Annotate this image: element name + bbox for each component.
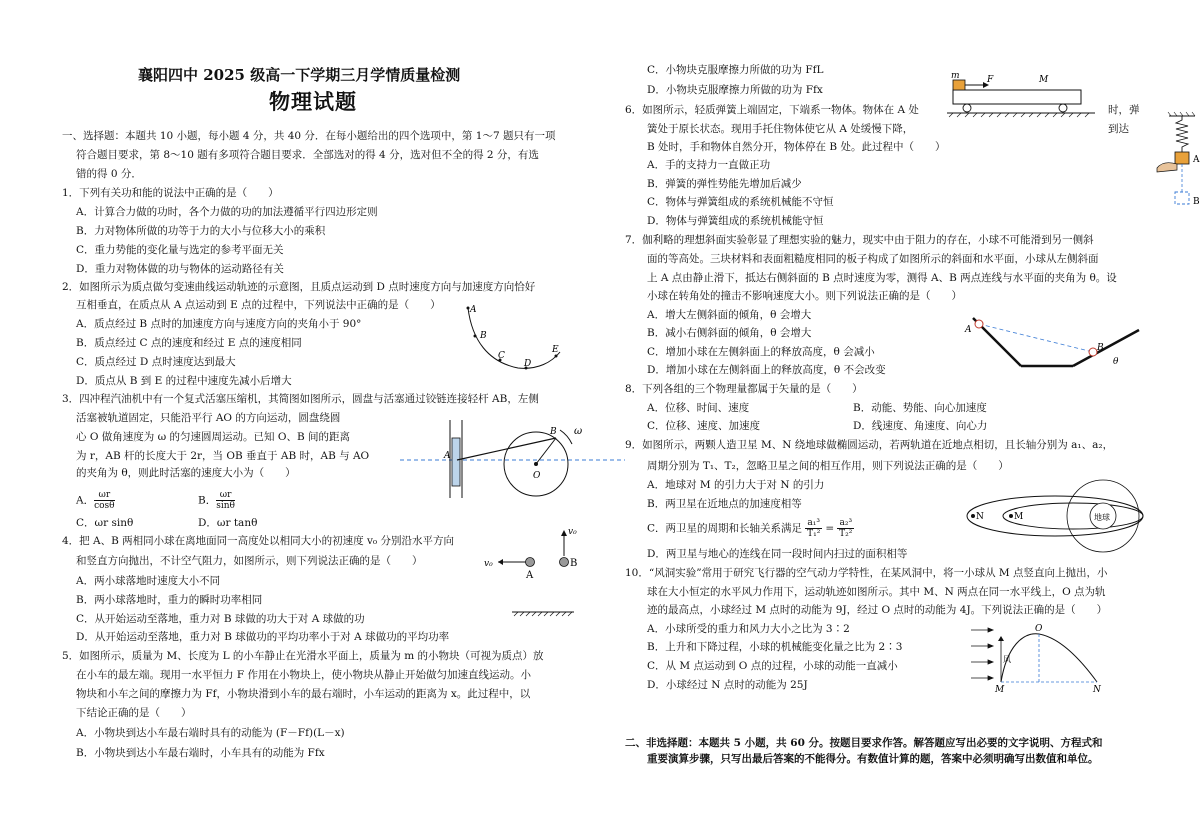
q5-mass-bigm-label: M: [1039, 75, 1049, 85]
q2-option-d: D．质点从 B 到 E 的过程中速度先减小后增大: [76, 375, 292, 387]
q6-option-d: D．物体与弹簧组成的系统机械能守恒: [647, 215, 824, 227]
section2-line2: 重要演算步骤，只写出最后答案的不能得分。有数值计算的题，答案中必须明确写出数值和单位。: [647, 753, 1099, 765]
q6-stem-line2-tail: 到达: [1108, 123, 1129, 135]
q10-option-a: A．小球所受的重力和风力大小之比为 3∶2: [647, 623, 850, 635]
q9-option-a: A．地球对 M 的引力大于对 N 的引力: [647, 479, 825, 491]
q5-force-f-label: F: [987, 75, 994, 85]
q5-stem-line4: 下结论正确的是（ ）: [76, 707, 192, 719]
q9-orbit-figure: [963, 476, 1148, 558]
q5-option-c: C．小物块克服摩擦力所做的功为 FfL: [647, 64, 824, 76]
q9-stem-line1: 9．如图所示，两颗人造卫星 M、N 绕地球做椭圆运动，若两轨道在近地点相切，且长轴分别为 a₁、a₂，: [625, 439, 1114, 451]
q4-v0-horizontal-label: v₀: [484, 559, 493, 569]
q5-option-a: A．小物块到达小车最右端时具有的动能为 (F－Ff)(L－x): [76, 727, 345, 739]
q4-stem-line2: 和竖直方向抛出，不计空气阻力，如图所示，则下列说法正确的是（ ）: [76, 555, 423, 567]
section1-line2: 符合题目要求，第 8～10 题有多项符合题目要求．全部选对的得 4 分，选对但不全的得 2 分，有选: [76, 149, 539, 161]
q5-stem-line1: 5．如图所示，质量为 M、长度为 L 的小车静止在光滑水平面上，质量为 m 的小物块（可视为质点）放: [62, 650, 544, 662]
q1-option-a: A．计算合力做的功时，各个力做的功的加法遵循平行四边形定则: [76, 206, 378, 218]
q9-option-d: D．两卫星与地心的连线在同一段时间内扫过的面积相等: [647, 548, 908, 560]
q5-cart-figure: [947, 71, 1097, 123]
q2-point-a-label: A: [470, 305, 477, 315]
q4-stem-line1: 4．把 A、B 两相同小球在离地面同一高度处以相同大小的初速度 v₀ 分别沿水平方向: [62, 535, 454, 547]
q10-wind-tunnel-figure: [971, 622, 1121, 694]
q6-stem-line2: 簧处于原长状态。现用手托住物体使它从 A 处缓慢下降，: [647, 123, 914, 135]
q1-option-b: B．力对物体所做的功等于力的大小与位移大小的乘积: [76, 225, 326, 237]
q3-option-b: B． $\frac{\omega r}{\sin\theta}$: [198, 490, 235, 511]
q6-position-a-label: A: [1193, 155, 1200, 165]
q4-option-b: B．两小球落地时，重力的瞬时功率相同: [76, 594, 263, 606]
q10-option-c: C．从 M 点运动到 O 点的过程，小球的动能一直减小: [647, 660, 898, 672]
q4-ball-b-label: B: [570, 558, 578, 569]
q7-option-a: A．增大左侧斜面的倾角，θ 会增大: [647, 309, 812, 321]
q1-stem: 1．下列有关功和能的说法中正确的是（ ）: [62, 187, 279, 199]
q5-mass-m-label: m: [951, 71, 960, 81]
q1-option-d: D．重力对物体做的功与物体的运动路径有关: [76, 263, 284, 275]
q3-point-b-label: B: [550, 427, 557, 437]
section2-line1: 二、非选择题：本题共 5 小题，共 60 分。按题目要求作答。解答题应写出必要的文字说明、方程式和: [625, 737, 1103, 749]
q5-option-d: D．小物块克服摩擦力所做的功为 Ffx: [647, 84, 823, 96]
q2-point-e-label: E: [552, 345, 559, 355]
q7-stem-line3: 上 A 点由静止滑下，抵达右侧斜面的 B 点时速度为零，测得 A、B 两点连线与水平面的夹角为 θ。设: [647, 272, 1117, 284]
q9-stem-line2: 周期分别为 T₁、T₂，忽略卫星之间的相互作用，则下列说法正确的是（ ）: [647, 460, 1009, 472]
q7-stem-line2: 面的等高处。三块材料和表面粗糙度相同的板子构成了如图所示的斜面和水平面，小球从左侧斜面: [647, 253, 1099, 265]
q8-stem: 8．下列各组的三个物理量都属于矢量的是（ ）: [625, 383, 863, 395]
q10-point-m-label: M: [995, 685, 1005, 695]
q6-spring-figure: [1143, 112, 1200, 214]
q6-position-b-label: B: [1193, 197, 1200, 207]
q3-stem-line3: 心 O 做角速度为 ω 的匀速圆周运动。已知 O、B 间的距离: [76, 431, 351, 443]
q2-option-a: A．质点经过 B 点时的加速度方向与速度方向的夹角小于 90°: [76, 318, 362, 330]
q9-satellite-n-label: N: [976, 512, 984, 522]
q9-option-b: B．两卫星在近地点的加速度相等: [647, 498, 802, 510]
q7-point-b-label: B: [1097, 343, 1104, 353]
q2-trajectory-figure: [460, 300, 570, 380]
q6-stem-line1: 6．如图所示，轻质弹簧上端固定，下端系一物体。物体在 A 处: [625, 104, 919, 116]
q3-omega-label: ω: [574, 426, 583, 437]
q5-stem-line2: 在小车的最左端。现用一水平恒力 F 作用在小物块上，使小物块从静止开始做匀加速直线运动。小: [76, 669, 531, 681]
q10-stem-line3: 迹的最高点，小球经过 M 点时的动能为 9J，经过 O 点时的动能为 4J。下列说法正确的是（ ）: [647, 604, 1108, 616]
q7-point-a-label: A: [965, 325, 972, 335]
q10-wind-label: 风: [1003, 655, 1011, 664]
q4-v0-vertical-label: v₀: [568, 527, 577, 537]
q8-option-b: B．动能、势能、向心加速度: [853, 402, 987, 414]
q2-point-d-label: D: [524, 359, 532, 369]
q9-option-c: C．两卫星的周期和长轴关系满足 $\frac{\text{a₁³}}{\text{T₁²}}$ = $\frac{\text{a₂³}}{\text{T₂²}}$: [647, 518, 853, 539]
q2-point-b-label: B: [480, 331, 487, 341]
q3-stem-line4: 为 r，AB 杆的长度大于 2r，当 OB 垂直于 AB 时，AB 与 AO: [76, 450, 370, 462]
q3-option-a: A． $\frac{\omega r}{\cos\theta}$: [76, 490, 115, 511]
q7-option-c: C．增加小球在左侧斜面上的释放高度，θ 会减小: [647, 346, 875, 358]
q10-stem-line2: 球在大小恒定的水平风力作用下，运动轨迹如图所示。其中 M、N 两点在同一水平线上，O 点为轨: [647, 586, 1106, 598]
q10-stem-line1: 10．“风洞实验”常用于研究飞行器的空气动力学特性，在某风洞中，将一小球从 M 点竖直向上抛出，小: [625, 567, 1108, 579]
q3-stem-line2: 活塞被轨道固定，只能沿平行 AO 的方向运动，圆盘绕圆: [76, 412, 341, 424]
q3-point-o-label: O: [533, 471, 541, 481]
q6-option-c: C．物体与弹簧组成的系统机械能不守恒: [647, 196, 834, 208]
q9-satellite-m-label: M: [1014, 512, 1024, 522]
q9-earth-label: 地球: [1094, 513, 1110, 522]
q4-option-c: C．从开始运动至落地，重力对 B 球做的功大于对 A 球做的功: [76, 613, 365, 625]
q5-option-b: B．小物块到达小车最右端时，小车具有的动能为 Ffx: [76, 747, 325, 759]
q10-option-b: B．上升和下降过程，小球的机械能变化量之比为 2∶3: [647, 641, 903, 653]
q10-point-n-label: N: [1093, 685, 1101, 695]
q2-stem-line2: 互相垂直，在质点从 A 点运动到 E 点的过程中，下列说法中正确的是（ ）: [76, 299, 441, 311]
q4-option-a: A．两小球落地时速度大小不同: [76, 575, 221, 587]
q3-stem-line5: 的夹角为 θ，则此时活塞的速度大小为（ ）: [76, 467, 296, 479]
q5-stem-line3: 物块和小车之间的摩擦力为 Ff，小物块滑到小车的最右端时，小车运动的距离为 x。此过程中，以: [76, 688, 531, 700]
q7-stem-line1: 7．伽利略的理想斜面实验彰显了理想实验的魅力，现实中由于阻力的存在，小球不可能滑到另一侧斜: [625, 234, 1094, 246]
exam-subject: 物理试题: [269, 89, 357, 114]
exam-title: 襄阳四中 2025 级高一下学期三月学情质量检测: [138, 66, 461, 84]
q4-option-d: D．从开始运动至落地，重力对 B 球做功的平均功率小于对 A 球做功的平均功率: [76, 631, 450, 643]
q3-option-c: C．ωr sinθ: [76, 517, 134, 529]
q8-option-d: D．线速度、角速度、向心力: [853, 420, 988, 432]
q1-option-c: C．重力势能的变化量与选定的参考平面无关: [76, 244, 284, 256]
section1-line3: 错的得 0 分．: [76, 168, 142, 180]
q6-stem-line1-tail: 时，弹: [1108, 104, 1140, 116]
q4-projectile-figure: [482, 522, 582, 622]
q8-option-a: A．位移、时间、速度: [647, 402, 750, 414]
q10-option-d: D．小球经过 N 点时的动能为 25J: [647, 679, 808, 691]
q4-ball-a-label: A: [526, 570, 534, 581]
section1-line1: 一、选择题：本题共 10 小题，每小题 4 分，共 40 分．在每小题给出的四个选项中，第 1～7 题只有一项: [62, 130, 556, 142]
q6-option-b: B．弹簧的弹性势能先增加后减少: [647, 178, 802, 190]
q6-stem-line3: B 处时，手和物体自然分开，物体停在 B 处。此过程中（ ）: [647, 141, 946, 153]
q3-compressor-figure: [400, 420, 640, 520]
q7-option-d: D．增加小球在左侧斜面上的释放高度，θ 不会改变: [647, 364, 886, 376]
q2-option-c: C．质点经过 D 点时速度达到最大: [76, 356, 236, 368]
q2-point-c-label: C: [498, 351, 505, 361]
q3-stem-line1: 3．四冲程汽油机中有一个复式活塞压缩机，其简图如图所示，圆盘与活塞通过铰链连接轻杆 AB，左侧: [62, 393, 539, 405]
q8-option-c: C．位移、速度、加速度: [647, 420, 761, 432]
q7-stem-line4: 小球在转角处的撞击不影响速度大小。则下列说法正确的是（ ）: [647, 290, 962, 302]
q3-option-d: D．ωr tanθ: [198, 517, 258, 529]
q7-incline-figure: [963, 310, 1143, 370]
q7-option-b: B．减小右侧斜面的倾角，θ 会增大: [647, 327, 812, 339]
q2-option-b: B．质点经过 C 点的速度和经过 E 点的速度相同: [76, 337, 302, 349]
q2-stem-line1: 2．如图所示为质点做匀变速曲线运动轨迹的示意图，且质点运动到 D 点时速度方向与加速度方向恰好: [62, 281, 536, 293]
q6-option-a: A．手的支持力一直做正功: [647, 159, 771, 171]
q3-point-a-label: A: [444, 451, 451, 461]
q10-point-o-label: O: [1035, 624, 1043, 634]
q7-angle-theta-label: θ: [1113, 357, 1119, 367]
